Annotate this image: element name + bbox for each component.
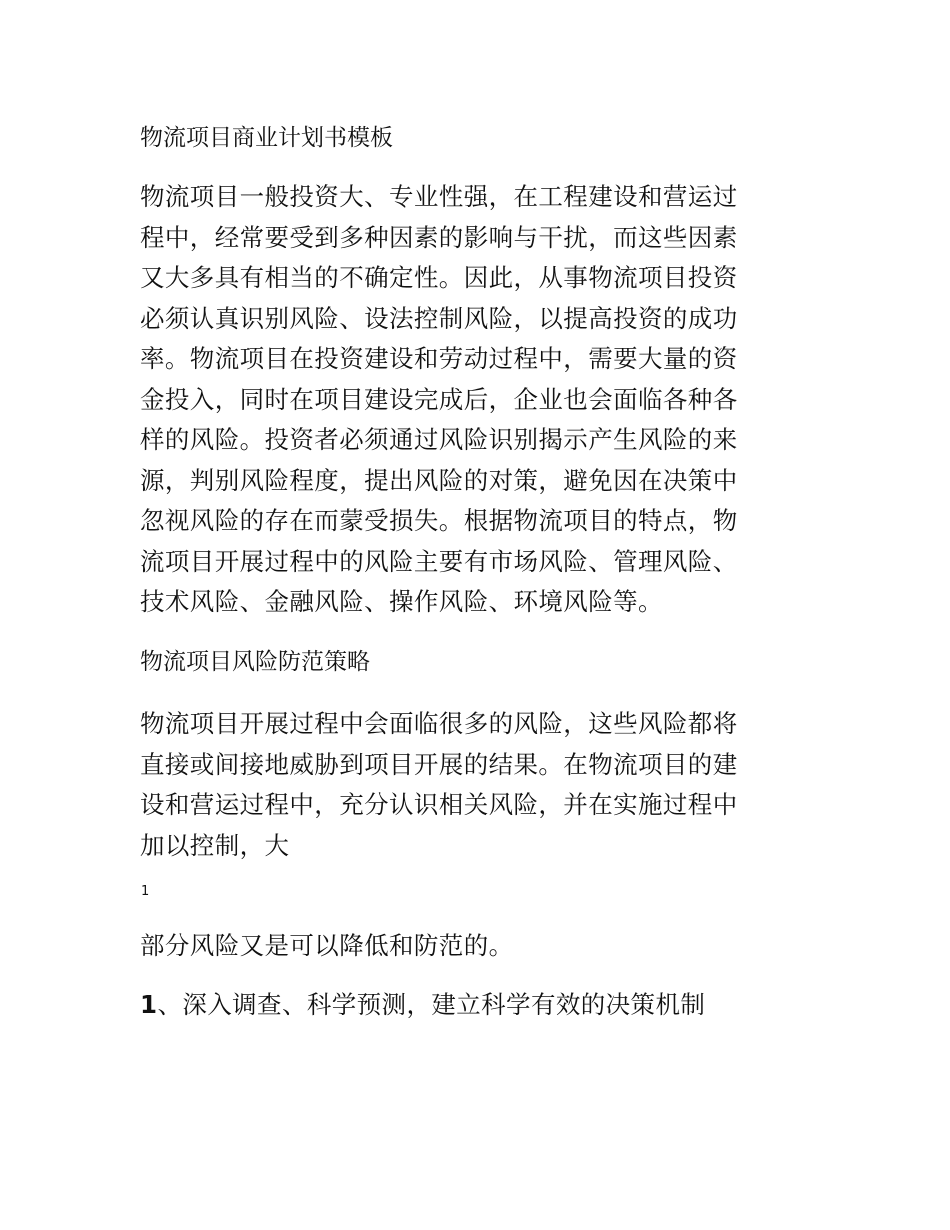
numbered-heading [140,985,705,1025]
paragraph-line: 物流项目一般投资大、专业性强，在工程建设和营运过 [140,182,738,211]
paragraph-line: 率。物流项目在投资建设和劳动过程中，需要大量的资 [140,344,738,373]
heading-text: 、深入调查、科学预测，建立科学有效的决策机制 [157,990,706,1019]
paragraph-line: 忽视风险的存在而蒙受损失。根据物流项目的特点，物 [140,506,738,535]
paragraph-line: 部分风险又是可以降低和防范的。 [140,931,514,960]
paragraph-line: 流项目开展过程中的风险主要有市场风险、管理风险、 [140,546,738,576]
paragraph-line: 直接或间接地威胁到项目开展的结果。在物流项目的建 [140,749,738,779]
paragraph-line: 物流项目开展过程中会面临很多的风险，这些风险都将 [140,709,738,738]
paragraph-line: 源，判别风险程度，提出风险的对策，避免因在决策中 [140,465,738,495]
document-title: 物流项目商业计划书模板 [140,125,393,151]
page-number: 1 [141,884,150,899]
heading-number: 1 [140,990,158,1019]
risk-paragraph [140,704,800,866]
paragraph-line: 又大多具有相当的不确定性。因此，从事物流项目投资 [140,263,738,292]
continuation-paragraph [140,926,800,967]
paragraph-line: 加以控制，大 [140,830,290,860]
section-subtitle: 物流项目风险防范策略 [140,649,370,675]
paragraph-line: 金投入，同时在项目建设完成后，企业也会面临各种各 [140,384,738,414]
paragraph-line: 技术风险、金融风险、操作风险、环境风险等。 [140,587,663,616]
paragraph-line: 样的风险。投资者必须通过风险识别揭示产生风险的来 [140,425,738,454]
paragraph-line: 必须认真识别风险、设法控制风险，以提高投资的成功 [140,303,738,333]
paragraph-line: 程中，经常要受到多种因素的影响与干扰，而这些因素 [140,222,738,252]
paragraph-line: 设和营运过程中，充分认识相关风险，并在实施过程中 [140,790,738,819]
intro-paragraph [140,177,800,623]
